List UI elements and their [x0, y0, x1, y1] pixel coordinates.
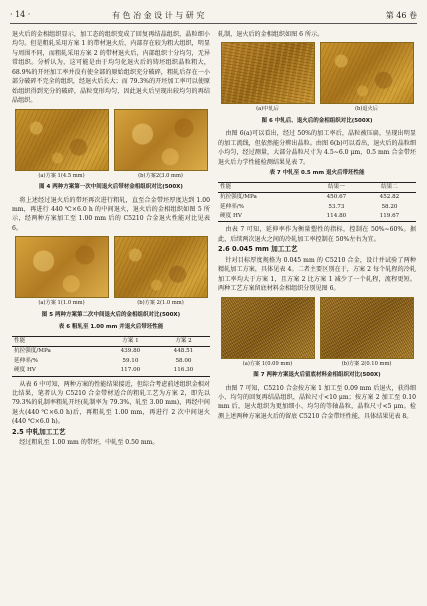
table-cell: 58.20	[381, 203, 398, 210]
table-cell: 116.30	[173, 367, 194, 374]
paragraph: 针对目标厚度规格为 0.045 mm 的 C5210 合金，设计并试验了两种精轧加工方案，具体见表 4。二者主要区别在于，方案 2 每个轧程的冷轧加工率均大于方案 1，且方案 2 比方案 1 减少了一个轧程，流程更短。两种工艺方案留底材料金相组织分别见图 6。	[218, 256, 416, 293]
table-header-cell: 方案 2	[175, 337, 192, 344]
micrograph-image	[221, 297, 315, 359]
paragraph: 由图 6(a)可以看出，经过 50%的加工率后，晶粒被压扁，呈现出明显的加工流线，但依然能分辨出晶粒。由图 6(b)可以看出，退火后的晶粒细小均匀，经过测量，大部分晶粒尺寸为 4.5~6.0 μm，0.5 mm 合金带坯退火后力学性能检测结果见表 7。	[218, 130, 416, 166]
micrograph-image	[114, 109, 208, 171]
table-row	[12, 347, 210, 357]
section-heading: 2.5 中轧加工工艺	[12, 427, 66, 436]
table-cell: 117.00	[120, 367, 141, 374]
figure-sublabel: (b)方案 2(1.0 mm)	[137, 300, 184, 307]
paragraph: 经过粗轧至 1.00 mm 的带坯，中轧至 0.50 mm。	[19, 439, 159, 447]
table-cell: 450.67	[326, 194, 347, 201]
figure-caption: 图 7 两种方案退火后留底材料金相组织对比(500X)	[253, 372, 381, 379]
table-7	[218, 182, 416, 223]
paragraph: 轧制，退火后的金相组织如图 6 所示。	[218, 31, 324, 38]
paragraph: 从表 6 中可知，两种方案的性能结果接近，但综合考虑前述组织金相对比结果，笔者认为 C5210 合金带材适合的粗轧工艺为方案 2，即先以 79.3%的轧制率粗轧开坯(轧制率为 79.3%，轧至 3.00 mm)，再经中间退火(440 ℃×6.0 h)后，再粗轧至 1.00 mm，再进行 2 次中间退火(440 ℃×6.0 h)。	[12, 380, 210, 426]
figure-sublabel: (a)方案 1(0.09 mm)	[242, 360, 293, 367]
table-cell: 58.00	[175, 357, 192, 364]
table-header-cell: 方案 1	[122, 337, 139, 344]
table-cell: 114.80	[326, 212, 347, 219]
table-caption: 表 7 中轧至 0.5 mm 退火后带坯性能	[269, 170, 365, 177]
micrograph-image	[15, 236, 109, 298]
paragraph: 将上述经过退火后的带坯再次进行粗轧，直至合金带坯厚度达到 1.00 mm，再进行 440 ℃×6.0 h 的中间退火，退火后的金相组织如图 5 所示，经两种方案加工至 1.00 mm 后的 C5210 合金退火性能对比见表 6。	[12, 196, 210, 232]
table-cell: 452.82	[379, 194, 400, 201]
micrograph-image	[320, 42, 414, 104]
figure-5	[12, 236, 210, 308]
right-column	[218, 30, 416, 421]
figure-caption: 图 5 两种方案第二次中间退火后的金相组织对比(500X)	[41, 311, 181, 318]
micrograph-image	[114, 236, 208, 298]
figure-4	[12, 109, 210, 181]
figure-sublabel: (a)中轧后	[256, 106, 279, 113]
micrograph-image	[15, 109, 109, 171]
table-row	[218, 203, 416, 212]
table-header-row	[218, 182, 416, 192]
table-header-cell: 性能	[14, 337, 26, 344]
figure-6	[218, 42, 416, 114]
paragraph: 由表 7 可知，延伸率作为衡量塑性的指标，控制在 50%~60%。据此，后续两次退火之间的冷轧加工率控制在 50%左右为宜。	[218, 226, 416, 243]
paragraph: 由图 7 可知，C5210 合金按方案 1 加工至 0.09 mm 后退火，获得细小、均匀的回复再结晶组织，晶粒尺寸<10 μm；按方案 2 加工至 0.10 mm 后，退火组织为更加细小、均匀的等轴晶粒，晶粒尺寸<5 μm。检测上述两种方案退火后的留底 C5210 合金带坯性能，具体结果见表 8。	[218, 384, 416, 420]
table-cell: 抗拉强度/MPa	[220, 194, 257, 201]
section-heading: 2.6 0.045 mm 加工工艺	[218, 245, 298, 254]
table-header-row	[12, 336, 210, 346]
figure-sublabel: (a)方案 1(4.5 mm)	[38, 172, 85, 179]
left-column	[12, 30, 210, 448]
table-row	[12, 366, 210, 376]
table-header-cell: 性能	[220, 183, 232, 190]
table-cell: 硬度 HV	[220, 212, 242, 219]
page-header	[10, 7, 417, 24]
micrograph-image	[320, 297, 414, 359]
figure-caption: 图 4 两种方案第一次中间退火后带材金相组织对比(500X)	[39, 184, 183, 191]
table-row	[12, 357, 210, 366]
table-cell: 59.10	[122, 357, 139, 364]
table-cell: 延伸率/%	[14, 357, 38, 364]
figure-caption: 图 6 中轧后、退火后的金相组织对比(500X)	[261, 117, 373, 124]
table-cell: 53.73	[328, 203, 345, 210]
table-cell: 延伸率/%	[220, 203, 244, 210]
table-cell: 448.51	[173, 348, 194, 355]
table-header-cell: 结果一	[328, 183, 345, 190]
table-header-cell: 结果二	[381, 183, 398, 190]
table-6	[12, 336, 210, 377]
figure-7	[218, 297, 416, 369]
table-row	[218, 212, 416, 222]
figure-sublabel: (a)方案 1(1.0 mm)	[38, 300, 85, 307]
table-caption: 表 6 粗轧至 1.00 mm 并退火后带坯性能	[58, 324, 164, 331]
figure-sublabel: (b)方案2(3.0 mm)	[138, 172, 183, 179]
page-number: · 14 ·	[10, 10, 31, 19]
issue-label: 第 46 卷	[385, 11, 417, 20]
micrograph-image	[221, 42, 315, 104]
table-cell: 439.80	[120, 348, 141, 355]
figure-sublabel: (b)退火后	[355, 106, 378, 113]
table-cell: 抗拉强度/MPa	[14, 348, 51, 355]
figure-sublabel: (b)方案 2(0.10 mm)	[341, 360, 392, 367]
table-cell: 硬度 HV	[14, 367, 36, 374]
paragraph: 退火后的金相组织显示，加工态的组织变成了回复再结晶组织，晶粒细小均匀。但是粗轧采用方案 1 的带材退火后，内部存在较为粗大组织，明显与周围不同，而粗轧采用方案 2 的带材退火后，内部组织十分均匀，无异常组织。分析认为，这可能是由于均匀化退火后的铸坯组织晶粒粗大，68.9%的开坯加工率并没有使全部的原始组织充分破碎，粗轧后存在一小部分破碎不完全的组织，经退火后长大；而 79.3%的开坯加工率可以使原始组织得到充分的破碎，晶粒变形均匀，因此退火后呈现出较均匀的再结晶组织。	[12, 31, 211, 105]
table-cell: 119.67	[379, 212, 400, 219]
table-row	[218, 193, 416, 203]
journal-title: 有 色 冶 金 设 计 与 研 究	[112, 11, 205, 20]
